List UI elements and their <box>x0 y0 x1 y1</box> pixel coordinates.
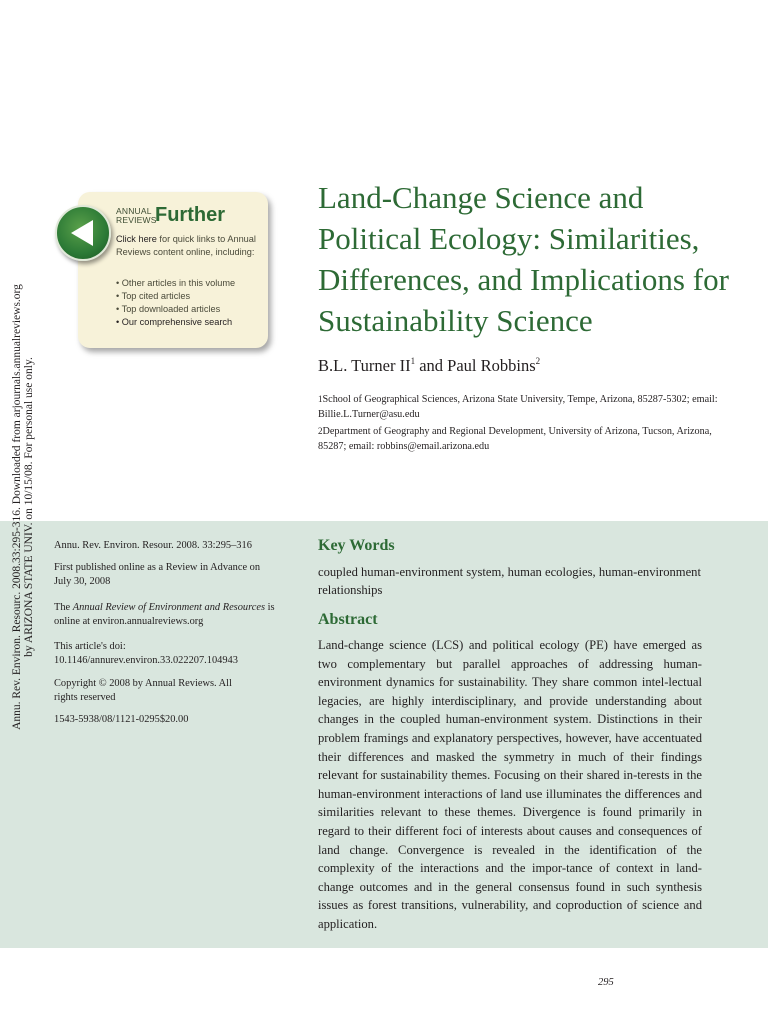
copyright: Copyright © 2008 by Annual Reviews. All rights reserved <box>54 678 232 703</box>
doi-value[interactable]: 10.1146/annurev.environ.33.022207.104943 <box>54 654 238 666</box>
author-2-sup: 2 <box>535 356 541 366</box>
play-left-icon <box>57 207 109 259</box>
journal-suffix: is online at environ.annualreviews.org <box>54 602 275 627</box>
article-title: Land-Change Science and Political Ecology: Similarities, Differences, and Implications for Sustainability Science <box>318 180 729 338</box>
further-back-arrow-icon[interactable] <box>55 205 111 261</box>
author-1-sup: 1 <box>410 356 416 366</box>
annual-word: ANNUAL <box>116 206 152 216</box>
page-number: 295 <box>598 977 614 988</box>
affiliation-1-sup: 1 <box>318 394 323 404</box>
reviews-word: REVIEWS <box>116 215 157 225</box>
further-link-top-cited[interactable]: • Top cited articles <box>116 291 191 301</box>
click-here-link[interactable]: Click here <box>116 234 157 244</box>
download-notice-line-2: by ARIZONA STATE UNIV. on 10/15/08. For personal use only. <box>23 357 35 657</box>
annual-reviews-logo <box>116 207 157 225</box>
download-notice-text <box>11 284 35 730</box>
further-intro <box>116 233 264 259</box>
further-title: Further <box>155 204 225 226</box>
abstract-text: Land-change science (LCS) and political ecology (PE) have emerged as two complementary but parallel approaches of addressing human-environment dynamics for sustainability. They share common intel-lectual legacies, are highly interdisciplinary, and provide understanding about changes in the coupled human-environment system. Distinctions in their problem framings and explanatory perspectives, however, have accentuated their differences and masked the symmetry in much of their findings relevant for sustainability themes. Focusing on their shared in-terests in the human-environment interactions of land use illuminates the differences and similarities relevant to these themes. Divergence is found primarily in regard to their different foci of interests about causes and consequences of land change. Convergence is revealed in the identification of the complexity of the interactions and the impor-tance of context in land-change outcomes and in the general consensus found in such synthesis issues as forest transitions, vulnerability, and coproduction of science and application. <box>318 638 702 931</box>
affiliation-2-sup: 2 <box>318 426 323 436</box>
affiliation-2 <box>318 424 718 454</box>
keywords-text: coupled human-environment system, human ecologies, human-environment relationships <box>318 565 701 597</box>
journal-name: Annual Review of Environment and Resources <box>72 602 266 613</box>
affiliation-2-text: Department of Geography and Regional Development, University of Arizona, Tucson, Arizona, 85287; email: robbins@email.arizona.edu <box>318 426 712 452</box>
download-notice <box>0 0 46 1024</box>
doi-label: This article's doi: <box>54 641 126 652</box>
further-link-search[interactable]: • Our comprehensive search <box>116 317 233 327</box>
affiliation-1-text: School of Geographical Sciences, Arizona State University, Tempe, Arizona, 85287-5302; email: Billie.L.Turner@asu.edu <box>318 394 718 420</box>
abstract-heading: Abstract <box>318 611 378 628</box>
affiliation-1 <box>318 392 718 422</box>
further-link-other-articles[interactable]: • Other articles in this volume <box>116 278 236 288</box>
author-1: B.L. Turner II <box>318 356 411 375</box>
journal-online <box>54 601 279 628</box>
citation: Annu. Rev. Environ. Resour. 2008. 33:295–316 <box>54 540 252 551</box>
download-notice-line-1: Annu. Rev. Environ. Resourc. 2008.33:295-316. Downloaded from arjournals.annualreviews.org <box>11 284 23 730</box>
further-link-top-downloaded[interactable]: • Top downloaded articles <box>116 304 221 314</box>
authors <box>318 356 540 376</box>
first-published: First published online as a Review in Advance on July 30, 2008 <box>54 562 261 587</box>
keywords-heading: Key Words <box>318 537 395 554</box>
journal-prefix: The <box>54 602 71 613</box>
further-links-list <box>116 277 266 329</box>
issn: 1543-5938/08/1121-0295$20.00 <box>54 714 189 725</box>
doi-block <box>54 640 279 667</box>
further-intro-text: for quick links to Annual Reviews content online, including: <box>116 234 256 257</box>
author-2: and Paul Robbins <box>419 356 536 375</box>
